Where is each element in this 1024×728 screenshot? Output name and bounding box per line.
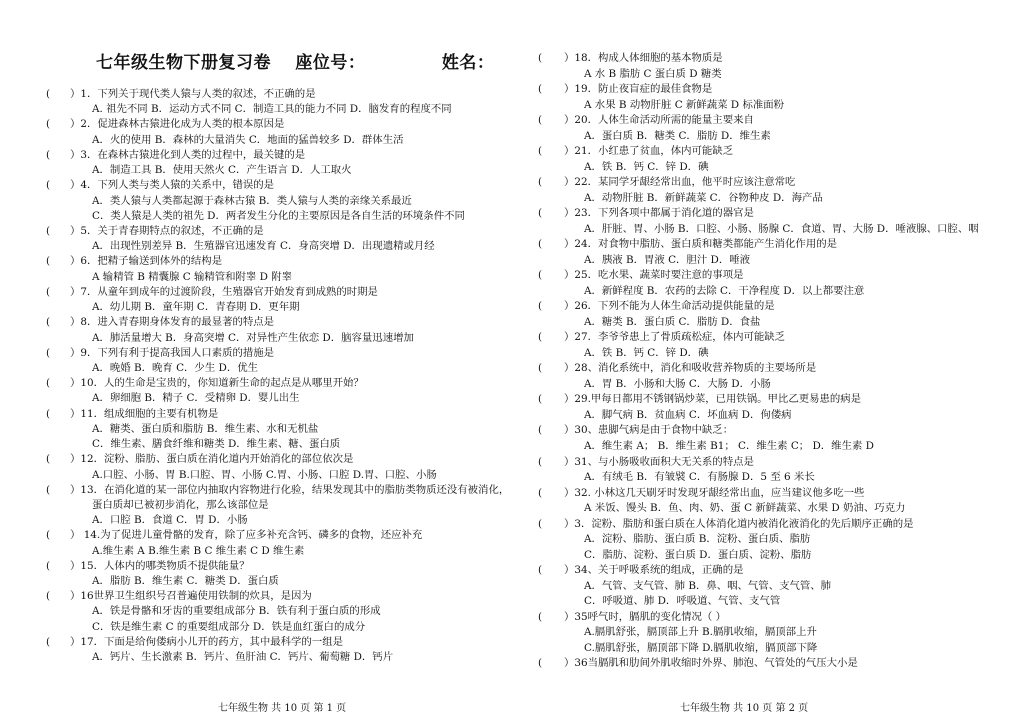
answer-blank: ( — [538, 517, 543, 530]
question-text: ）12．淀粉、脂肪、蛋白质在消化道内开始消化的部位依次是 — [70, 453, 354, 466]
question-text: ）16世界卫生组织号召普遍使用铁制的炊具，是因为 — [70, 590, 312, 603]
answer-blank: ( — [46, 529, 51, 542]
exam-page-2 — [512, 0, 1024, 728]
question-options: A．糖类 B．蛋白质 C．脂肪 D．食盐 — [584, 315, 761, 328]
question-text: ）20．人体生命活动所需的能量主要来自 — [564, 114, 754, 127]
question-options: A．胰液 B．胃液 C．胆汁 D．唾液 — [584, 253, 751, 266]
answer-blank: ( — [46, 377, 51, 390]
question-text: ）31、与小肠吸收面积大无关系的特点是 — [564, 455, 754, 468]
question-text: ）22．某同学牙龈经常出血，他平时应该注意常吃 — [564, 176, 796, 189]
question-text: ）11．组成细胞的主要有机物是 — [70, 407, 219, 420]
question-text: ） 14.为了促进儿童骨骼的发育，除了应多补充含钙、磷多的食物，还应补充 — [70, 529, 423, 542]
question-text: ）32. 小林这几天刷牙时发现牙龈经常出血，应当建议他多吃一些 — [564, 486, 865, 499]
page-footer: 七年级生物 共 10 页 第 2 页 — [680, 703, 809, 714]
question-text: ）29.甲每日都用不锈钢锅炒菜，已用铁锅。甲比乙更易患的病是 — [564, 393, 862, 406]
question-text: ）6．把精子输送到体外的结构是 — [70, 255, 223, 268]
question-options: A．新鲜程度 B．农药的去除 C．干净程度 D．以上都要注意 — [584, 284, 865, 297]
answer-blank: ( — [538, 269, 543, 282]
question-text: ）19．防止夜盲症的最佳食物是 — [564, 83, 713, 96]
answer-blank: ( — [538, 393, 543, 406]
question-options: A．动物肝脏 B．新鲜蔬菜 C．谷物种皮 D．海产品 — [584, 191, 823, 204]
answer-blank: ( — [538, 145, 543, 158]
answer-blank: ( — [46, 483, 51, 496]
answer-blank: ( — [46, 346, 51, 359]
question-options: A．幼儿期 B．童年期 C．青春期 D．更年期 — [92, 301, 300, 314]
question-options: A．淀粉、脂肪、蛋白质 B．淀粉、蛋白质、脂肪 — [584, 533, 811, 546]
question-text: ）34、关于呼吸系统的组成，正确的是 — [564, 564, 744, 577]
question-text: ）3．淀粉、脂肪和蛋白质在人体消化道内被消化液消化的先后顺序正确的是 — [564, 517, 914, 530]
answer-blank: ( — [538, 486, 543, 499]
question-text: ）36当膈肌和肋间外肌收缩时外界、肺泡、气管处的气压大小是 — [564, 657, 858, 670]
question-text: ）28、消化系统中，消化和吸收营养物质的主要场所是 — [564, 362, 817, 375]
question-options: A．脂肪 B．维生素 C．糖类 D．蛋白质 — [92, 575, 279, 588]
question-options: A.维生素 A B.维生素 B C 维生素 C D 维生素 — [92, 544, 305, 557]
answer-blank: ( — [538, 52, 543, 64]
question-text: ）23．下列各项中都属于消化道的器官是 — [564, 207, 754, 220]
answer-blank: ( — [46, 224, 51, 237]
question-options: C．脂肪、淀粉、蛋白质 D．蛋白质、淀粉、脂肪 — [584, 548, 812, 561]
answer-blank: ( — [538, 176, 543, 189]
answer-blank: ( — [46, 255, 51, 268]
question-options: 蛋白质却已被初步消化，那么该部位是 — [92, 498, 269, 511]
question-text: ）25．吃水果、蔬菜时要注意的事项是 — [564, 269, 744, 282]
question-options: C．类人猿是人类的祖先 D．两者发生分化的主要原因是各自生活的环境条件不同 — [92, 209, 465, 222]
question-options: C.膈肌舒张，膈顶部下降 D.膈肌收缩，膈顶部下降 — [584, 641, 818, 654]
question-options: A. 祖先不同 B．运动方式不同 C．制造工具的能力不同 D．脑发育的程度不同 — [92, 103, 452, 116]
answer-blank: ( — [46, 316, 51, 329]
question-text: ）1．下列关于现代类人猿与人类的叙述，不正确的是 — [70, 88, 316, 100]
answer-blank: ( — [46, 635, 51, 648]
question-options: A．蛋白质 B．糖类 C．脂肪 D．维生素 — [584, 129, 771, 142]
answer-blank: ( — [538, 300, 543, 313]
answer-blank: ( — [538, 114, 543, 127]
answer-blank: ( — [538, 207, 543, 220]
question-options: C．呼吸道、肺 D．呼吸道、气管、支气管 — [584, 595, 781, 608]
question-options: A．铁 B．钙 C．锌 D．碘 — [584, 160, 709, 173]
question-options: A 水 B 脂肪 C 蛋白质 D 糖类 — [584, 67, 722, 80]
question-options: A．铁是骨骼和牙齿的重要组成部分 B．铁有利于蛋白质的形成 — [92, 605, 381, 618]
question-options: A.膈肌舒张，膈顶部上升 B.膈肌收缩，膈顶部上升 — [584, 626, 817, 639]
answer-blank: ( — [46, 590, 51, 603]
question-text: ）10．人的生命是宝贵的，你知道新生命的起点是从哪里开始？ — [70, 377, 364, 390]
question-options: A．晚婚 B．晚育 C．少生 D．优生 — [92, 361, 259, 374]
question-options: A 水果 B 动物肝脏 C 新鲜蔬菜 D 标准面粉 — [584, 98, 785, 111]
question-text: ）2．促进森林古猿进化成为人类的根本原因是 — [70, 118, 285, 131]
question-text: ）8．进入青春期身体发育的最显著的特点是 — [70, 316, 275, 329]
question-text: ）3．在森林古猿进化到人类的过程中，最关键的是 — [70, 148, 306, 161]
answer-blank: ( — [538, 83, 543, 96]
question-options: A．维生素 A； B．维生素 B1； C．维生素 C； D．维生素 D — [584, 440, 874, 452]
question-text: ）21．小红患了贫血，体内可能缺乏 — [564, 145, 734, 158]
answer-blank: ( — [538, 362, 543, 375]
question-options: C．铁是维生素 C 的重要组成部分 D．铁是血红蛋白的成分 — [92, 620, 366, 633]
answer-blank: ( — [538, 331, 543, 344]
question-text: ）5．关于青春期特点的叙述，不正确的是 — [70, 224, 264, 237]
question-text: ）4．下列人类与类人猿的关系中，错误的是 — [70, 179, 275, 192]
question-options: C．维生素、膳食纤维和糖类 D．维生素、糖、蛋白质 — [92, 438, 341, 451]
question-text: ）9．下列有利于提高我国人口素质的措施是 — [70, 346, 275, 359]
question-options: A．出现性别差异 B．生殖器官迅速发育 C．身高突增 D．出现遗精或月经 — [92, 240, 435, 253]
question-options: A．糖类、蛋白质和脂肪 B．维生素、水和无机盐 — [92, 422, 319, 435]
question-text: ）26．下列不能为人体生命活动提供能量的是 — [564, 300, 775, 313]
question-options: A．卵细胞 B．精子 C．受精卵 D．婴儿出生 — [92, 392, 300, 405]
question-text: ）7．从童年到成年的过渡阶段，生殖器官开始发育到成熟的时期是 — [70, 285, 378, 298]
question-text: ）27．李爷爷患上了骨质疏松症，体内可能缺乏 — [564, 331, 786, 344]
answer-blank: ( — [538, 657, 543, 670]
question-options: A.口腔、小肠、胃 B.口腔、胃、小肠 C.胃、小肠、口腔 D.胃、口腔、小肠 — [92, 468, 437, 481]
page-footer: 七年级生物 共 10 页 第 1 页 — [218, 703, 347, 714]
question-options: A．有绒毛 B．有皱襞 C．有肠腺 D．5 至 6 米长 — [584, 471, 815, 484]
answer-blank: ( — [46, 407, 51, 420]
answer-blank: ( — [538, 238, 543, 251]
question-options: A．口腔 B．食道 C．胃 D．小肠 — [92, 514, 248, 527]
answer-blank: ( — [538, 455, 543, 468]
answer-blank: ( — [46, 118, 51, 131]
question-options: A．胃 B．小肠和大肠 C．大肠 D．小肠 — [584, 377, 771, 390]
question-text: ）35呼气时，膈肌的变化情况（ ） — [564, 610, 726, 623]
question-text: ）15．人体内的哪类物质不提供能量？ — [70, 559, 250, 572]
name-label: 姓名： — [441, 53, 495, 73]
question-text: ）17．下面是给佝偻病小儿开的药方，其中最科学的一组是 — [70, 635, 343, 648]
exam-title: 七年级生物下册复习卷 — [96, 53, 271, 73]
question-options: A 米饭、馒头 B．鱼、肉、奶、蛋 C 新鲜蔬菜、水果 D 奶油、巧克力 — [584, 502, 906, 515]
question-options: A．制造工具 B．使用天然火 C．产生语言 D．人工取火 — [92, 164, 352, 177]
page-title — [96, 48, 512, 73]
answer-blank: ( — [538, 610, 543, 623]
answer-blank: ( — [538, 424, 543, 437]
answer-blank: ( — [46, 88, 51, 100]
question-options: A．钙片、生长激素 B．钙片、鱼肝油 C．钙片、葡萄糖 D．钙片 — [92, 651, 394, 664]
answer-blank: ( — [46, 453, 51, 466]
question-options: A．肺活量增大 B．身高突增 C．对异性产生依恋 D．脑容量迅速增加 — [92, 331, 414, 344]
question-options: A．脚气病 B．贫血病 C．坏血病 D．佝偻病 — [584, 408, 792, 421]
question-text: ）13．在消化道的某一部位内抽取内容物进行化验，结果发现其中的脂肪类物质还没有被消化， — [70, 483, 510, 496]
question-text: ）30、患脚气病是由于食物中缺乏： — [564, 424, 734, 437]
question-options: A．火的使用 B．森林的大量消失 C．地面的猛兽较多 D．群体生活 — [92, 133, 404, 146]
question-options: A 输精管 B 精囊腺 C 输精管和附睾 D 附睾 — [92, 270, 293, 283]
question-options: A．肝脏、胃、小肠 B．口腔、小肠、肠腺 C．食道、胃、大肠 D．唾液腺、口腔、咽 — [584, 222, 979, 235]
question-text: ）18．构成人体细胞的基本物质是 — [564, 52, 723, 64]
question-options: A．铁 B．钙 C．锌 D．碘 — [584, 346, 709, 359]
answer-blank: ( — [538, 564, 543, 577]
question-text: ）24．对食物中脂肪、蛋白质和糖类都能产生消化作用的是 — [564, 238, 837, 251]
answer-blank: ( — [46, 179, 51, 192]
answer-blank: ( — [46, 559, 51, 572]
question-options: A．类人猿与人类都起源于森林古猿 B．类人猿与人类的亲缘关系最近 — [92, 194, 412, 207]
seat-number-label: 座位号： — [295, 53, 366, 73]
question-options: A．气管、支气管、肺 B．鼻、咽、气管、支气管、肺 — [584, 579, 832, 592]
answer-blank: ( — [46, 148, 51, 161]
answer-blank: ( — [46, 285, 51, 298]
